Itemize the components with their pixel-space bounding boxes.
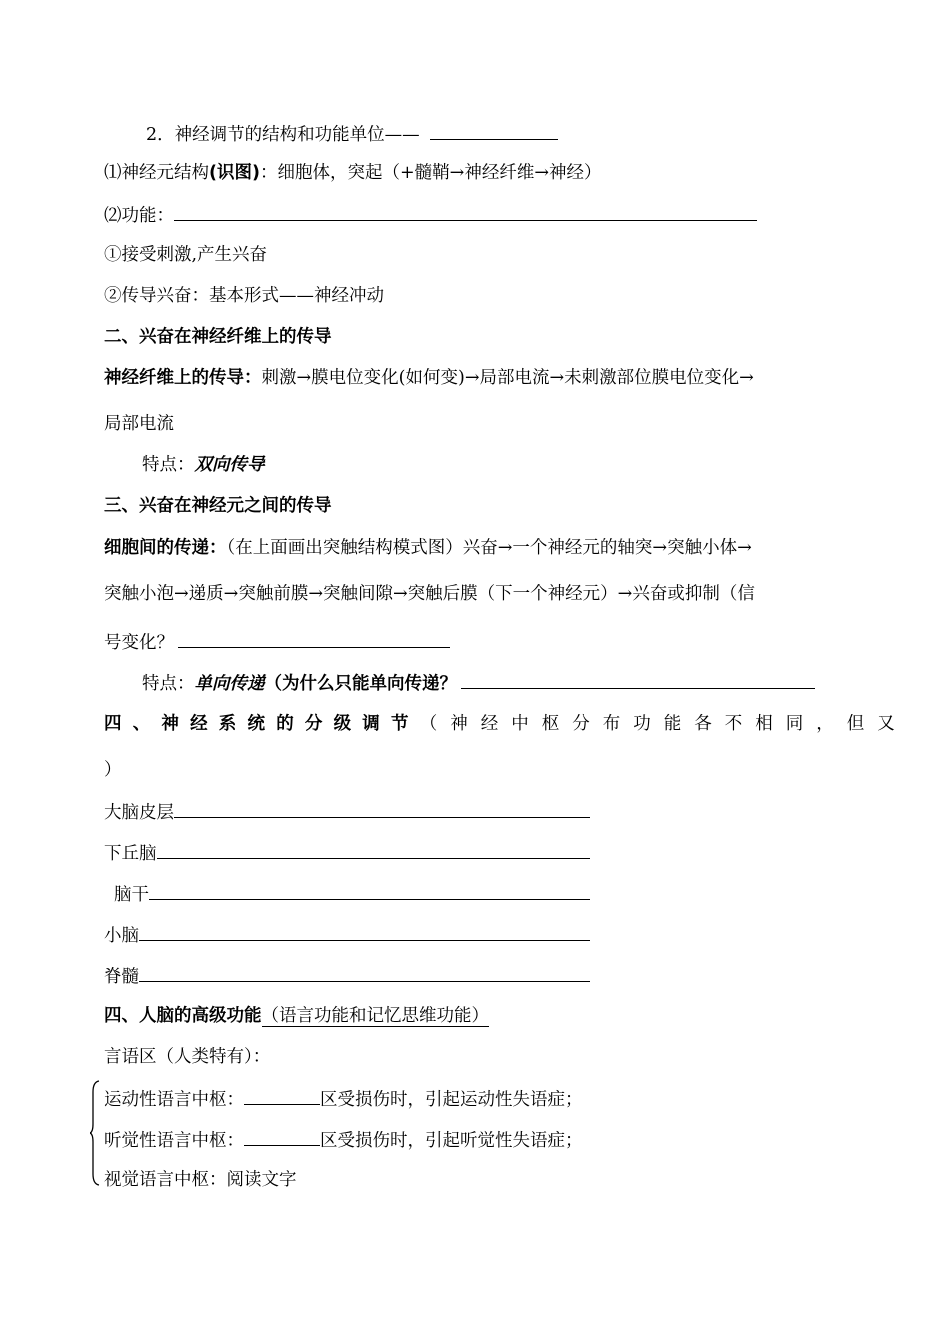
heading-synapse-conduction: 三、兴奋在神经元之间的传导 [104, 496, 332, 516]
brainstem-blank[interactable] [149, 881, 590, 900]
heading-advanced-functions: 四、人脑的高级功能（语言功能和记忆思维功能） [104, 1006, 489, 1026]
function-blank[interactable] [174, 202, 757, 221]
section-2-title: 2．神经调节的结构和功能单位—— [146, 121, 558, 147]
neuron-structure-line: ⑴神经元结构(识图)：细胞体，突起（+髓鞘→神经纤维→神经） [104, 163, 602, 183]
function-item-2: ②传导兴奋：基本形式——神经冲动 [104, 286, 384, 306]
unit-blank[interactable] [430, 121, 558, 140]
motor-speech-center-line: 运动性语言中枢： 区受损伤时，引起运动性失语症； [104, 1086, 583, 1112]
fiber-feature-line: 特点：双向传导 [142, 455, 265, 475]
hypothalamus-blank[interactable] [157, 840, 590, 859]
function-item-1: ①接受刺激,产生兴奋 [104, 245, 268, 265]
hierarchical-close-paren: ） [104, 760, 122, 780]
cerebellum-blank[interactable] [139, 922, 590, 941]
synapse-line-3: 号变化？ [104, 629, 450, 655]
heading-hierarchical-regulation: 四、神经系统的分级调节（神经中枢分布功能各不相同，但又 [104, 714, 908, 734]
auditory-center-blank[interactable] [244, 1127, 320, 1146]
fiber-conduction-line-2: 局部电流 [104, 414, 174, 434]
function-line: ⑵功能： [104, 202, 757, 228]
synapse-line-1: 细胞间的传递：（在上面画出突触结构模式图）兴奋→一个神经元的轴突→突触小体→ [104, 538, 752, 558]
brain-part-spinal-cord: 脊髓 [104, 963, 590, 989]
left-brace-icon [90, 1080, 100, 1186]
brain-part-cerebellum: 小脑 [104, 922, 590, 948]
auditory-speech-center-line: 听觉性语言中枢： 区受损伤时，引起听觉性失语症； [104, 1127, 583, 1153]
motor-center-blank[interactable] [244, 1086, 320, 1105]
signal-change-blank[interactable] [178, 629, 450, 648]
cortex-blank[interactable] [174, 799, 590, 818]
speech-area-label: 言语区（人类特有）： [104, 1047, 271, 1067]
visual-speech-center-line: 视觉语言中枢：阅读文字 [104, 1170, 297, 1190]
heading-fiber-conduction: 二、兴奋在神经纤维上的传导 [104, 327, 332, 347]
fiber-conduction-line-1: 神经纤维上的传导：刺激→膜电位变化(如何变)→局部电流→未刺激部位膜电位变化→ [104, 368, 754, 388]
brain-part-cortex: 大脑皮层 [104, 799, 590, 825]
spinal-cord-blank[interactable] [139, 963, 590, 982]
synapse-feature-line: 特点：单向传递（为什么只能单向传递？ [142, 670, 815, 696]
brain-part-hypothalamus: 下丘脑 [104, 840, 590, 866]
one-way-reason-blank[interactable] [461, 670, 815, 689]
brain-part-brainstem: 脑干 [114, 881, 590, 907]
synapse-line-2: 突触小泡→递质→突触前膜→突触间隙→突触后膜（下一个神经元）→兴奋或抑制（信 [104, 584, 755, 604]
